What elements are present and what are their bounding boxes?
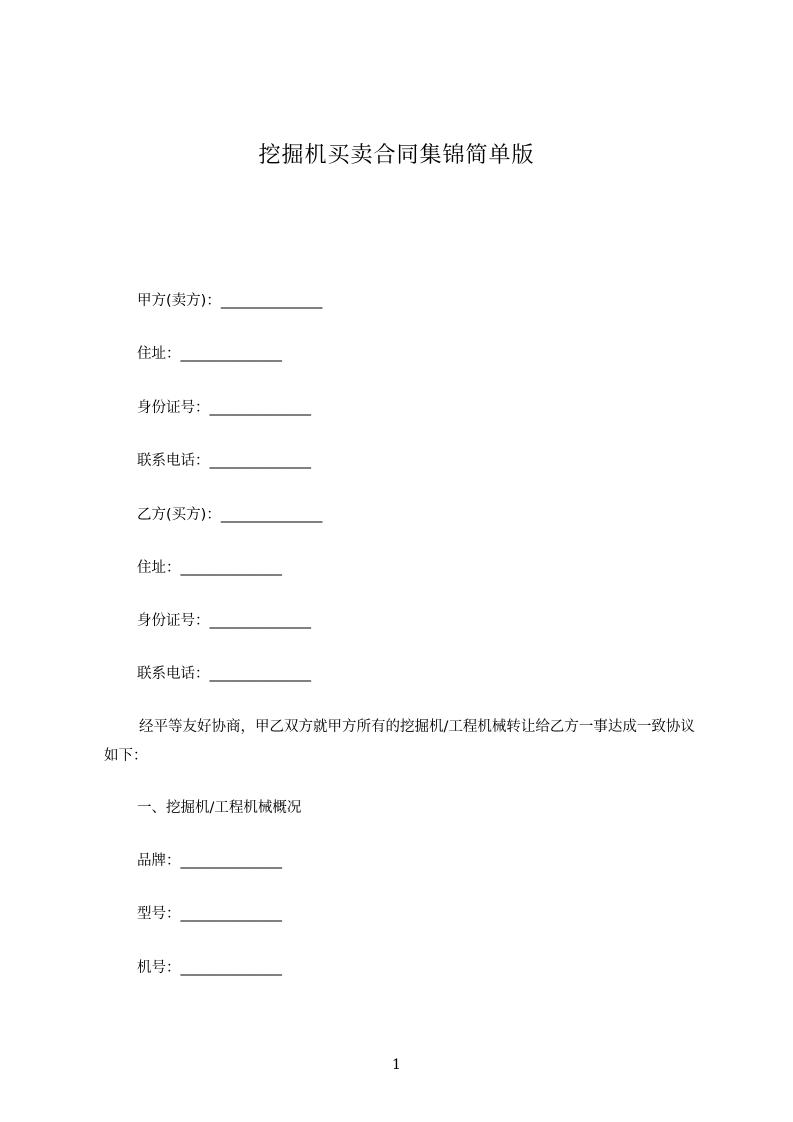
party-b-id-field (137, 610, 311, 632)
party-b-address-label: 住址： (137, 560, 181, 576)
brand-label: 品牌： (137, 853, 181, 869)
serial-blank: ______________ (180, 960, 282, 976)
brand-field (137, 850, 282, 872)
document-title: 挖掘机买卖合同集锦简单版 (258, 143, 535, 168)
party-b-phone-label: 联系电话： (137, 666, 210, 682)
model-label: 型号： (137, 906, 181, 922)
party-a-phone-blank: ______________ (209, 453, 311, 469)
party-a-field (137, 290, 322, 312)
party-b-field (137, 504, 322, 526)
party-b-id-label: 身份证号： (137, 613, 210, 629)
party-a-id-field (137, 397, 311, 419)
party-a-id-blank: ______________ (209, 400, 311, 416)
party-a-blank: ______________ (220, 293, 323, 309)
party-a-address-field (137, 343, 282, 365)
brand-blank: ______________ (180, 853, 282, 869)
party-a-address-label: 住址： (137, 346, 181, 362)
party-b-phone-field (137, 663, 311, 685)
party-a-phone-field (137, 450, 311, 472)
party-a-address-blank: ______________ (180, 346, 282, 362)
model-field (137, 903, 282, 925)
serial-field (137, 957, 282, 979)
party-a-id-label: 身份证号： (137, 400, 210, 416)
party-b-address-blank: ______________ (180, 560, 282, 576)
model-blank: ______________ (180, 906, 282, 922)
party-a-label: 甲方(卖方)： (137, 293, 221, 309)
serial-label: 机号： (137, 960, 181, 976)
party-b-address-field (137, 557, 282, 579)
party-b-label: 乙方(买方)： (137, 507, 221, 523)
party-b-phone-blank: ______________ (209, 666, 311, 682)
page-number: 1 (392, 1057, 401, 1073)
party-b-blank: ______________ (220, 507, 323, 523)
section-1-heading: 一、挖掘机/工程机械概况 (137, 800, 302, 816)
party-b-id-blank: ______________ (209, 613, 311, 629)
party-a-phone-label: 联系电话： (137, 453, 210, 469)
agreement-paragraph: 经平等友好协商，甲乙双方就甲方所有的挖掘机/工程机械转让给乙方一事达成一致协议如下： (104, 719, 695, 764)
